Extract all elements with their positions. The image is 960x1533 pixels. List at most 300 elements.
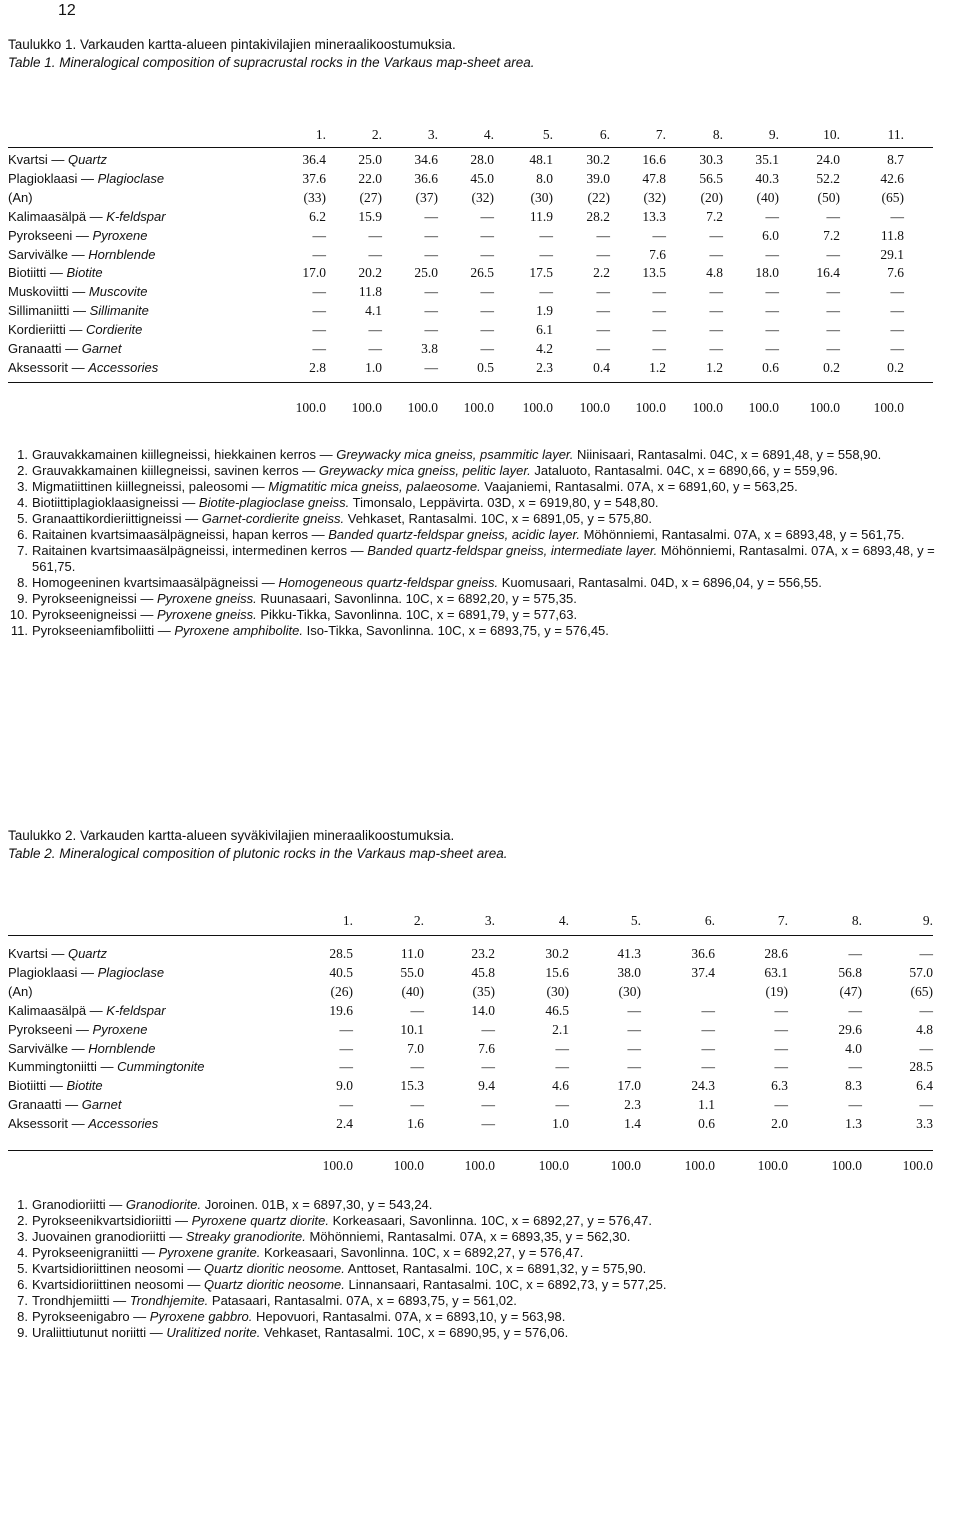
table1-cell: — <box>709 341 723 356</box>
note-text-fi: Raitainen kvartsimaasälpägneissi, hapan kerros — <box>32 527 329 542</box>
table2-cell: 1.0 <box>552 1116 569 1132</box>
table1-total-cell: 100.0 <box>873 400 904 415</box>
table1-row-label <box>8 208 166 225</box>
table2-cell: — <box>774 1059 788 1075</box>
table1-cell: 4.1 <box>365 303 382 319</box>
table1-cell: 45.0 <box>470 170 494 186</box>
note-text-fi: Pyrokseenigneissi — <box>32 607 157 622</box>
table1-cell: (22) <box>587 189 610 205</box>
table2-row-label <box>8 1021 147 1038</box>
table1-column-header: 6. <box>599 127 610 142</box>
table2-cell: 45.8 <box>471 964 495 980</box>
table2-cell: — <box>410 1097 424 1113</box>
table1-caption-en: Table 1. Mineralogical composition of supracrustal rocks in the Varkaus map-sheet area. <box>8 55 535 70</box>
table2-row-label <box>8 945 107 962</box>
table1-row <box>0 302 960 319</box>
table2-column-header: 4. <box>558 913 569 928</box>
row-label-fi: Kvartsi — <box>8 152 68 167</box>
table1-column-header: 10. <box>823 127 840 142</box>
note-text-location: Joroinen. 01B, x = 6897,30, y = 543,24. <box>201 1197 433 1212</box>
table1-cell: 1.2 <box>649 359 666 375</box>
table2-cell: 8.3 <box>845 1078 862 1094</box>
table2-cell: 1.6 <box>407 1116 424 1132</box>
table2-column-header: 8. <box>851 913 862 928</box>
table2-cell: 28.5 <box>909 1059 933 1075</box>
table2-total-cell: 100.0 <box>757 1158 788 1173</box>
note-text-location: Korkeasaari, Savonlinna. 10C, x = 6892,27, y = 576,47. <box>328 1213 652 1228</box>
table1-cell: (27) <box>359 189 382 205</box>
table1-cell: — <box>890 322 904 338</box>
table2-cell: 7.6 <box>478 1040 495 1056</box>
table2-note <box>8 1245 938 1261</box>
row-label-fi: Sarvivälke — <box>8 1040 89 1056</box>
note-text-en: Pyroxene gneiss. <box>157 591 257 606</box>
table1-cell: 0.2 <box>887 359 904 375</box>
table2-column-header: 2. <box>413 913 424 928</box>
table2-cell: — <box>627 1059 641 1075</box>
note-number: 4. <box>17 1245 28 1260</box>
note-text-location: Iso-Tikka, Savonlinna. 10C, x = 6893,75, y = 576,45. <box>302 623 609 638</box>
note-text-location: Niinisaari, Rantasalmi. 04C, x = 6891,48, y = 558,90. <box>573 447 882 462</box>
table2-cell: 57.0 <box>909 964 933 980</box>
table2-cell: 6.4 <box>916 1078 933 1094</box>
table2-cell: 15.6 <box>545 964 569 980</box>
table1-cell: — <box>826 208 840 224</box>
note-text-location: Möhönniemi, Rantasalmi. 07A, x = 6893,48, y = 561,75. <box>32 543 935 574</box>
row-label-en: Sillimanite <box>89 303 149 319</box>
table2-cell: 40.5 <box>329 964 353 980</box>
table2-cell: — <box>481 1059 495 1075</box>
table2-cell: (40) <box>401 983 424 999</box>
table1-note <box>8 447 938 463</box>
table2-caption-en: Table 2. Mineralogical composition of plutonic rocks in the Varkaus map-sheet area. <box>8 846 508 861</box>
row-label-fi: Kordieriitti — <box>8 322 87 338</box>
table2-cell: 37.4 <box>691 964 715 980</box>
table1-cell: 6.1 <box>536 322 553 338</box>
table2-cell: 4.6 <box>552 1078 569 1094</box>
table1-cell: — <box>826 303 840 319</box>
table2-notes <box>8 1197 938 1341</box>
table1-cell: — <box>539 246 553 262</box>
table2-note <box>8 1197 938 1213</box>
table2-row <box>0 1040 960 1057</box>
table1-cell: 30.3 <box>699 152 723 167</box>
table1-cell: — <box>312 341 326 356</box>
table1-cell: — <box>312 284 326 300</box>
table1-note <box>8 575 938 591</box>
table2-row <box>0 1096 960 1113</box>
table1-note <box>8 623 938 639</box>
table1-notes <box>8 447 938 639</box>
note-number: 6. <box>17 1277 28 1292</box>
table2-note <box>8 1261 938 1277</box>
table1-cell: — <box>765 341 779 356</box>
table2-cell: 28.6 <box>764 946 788 961</box>
table2-cell: 63.1 <box>764 964 788 980</box>
table2-caption-fi: Taulukko 2. Varkauden kartta-alueen syväkivilajien mineraalikoostumuksia. <box>8 828 455 843</box>
table1-total-cell: 100.0 <box>809 400 840 415</box>
note-text-location: Jataluoto, Rantasalmi. 04C, x = 6890,66, y = 559,96. <box>530 463 838 478</box>
table2-header-row <box>0 912 960 929</box>
note-text-location: Vaajaniemi, Rantasalmi. 07A, x = 6891,60, y = 563,25. <box>480 479 798 494</box>
row-label-fi: (An) <box>8 983 33 999</box>
note-text-fi: Homogeeninen kvartsimaasälpägneissi — <box>32 575 279 590</box>
note-text-en: Quartz dioritic neosome. <box>203 1261 345 1276</box>
note-number: 3. <box>17 479 28 494</box>
table1-cell: — <box>424 227 438 243</box>
table1-row-label <box>8 321 142 338</box>
row-label-en: Garnet <box>81 341 122 356</box>
table1-cell: 8.0 <box>536 170 553 186</box>
note-text-en: Banded quartz-feldspar gneiss, acidic layer. <box>328 527 580 542</box>
table2-cell: 23.2 <box>471 946 495 961</box>
note-text-location: Timonsalo, Leppävirta. 03D, x = 6919,80, y = 548,80. <box>349 495 659 510</box>
table1-cell: 6.2 <box>309 208 326 224</box>
note-text-fi: Pyrokseenigraniitti — <box>32 1245 159 1260</box>
table1-cell: 0.6 <box>762 359 779 375</box>
note-text-fi: Granodioriitti — <box>32 1197 126 1212</box>
table1-cell: (33) <box>303 189 326 205</box>
table2-column-header: 5. <box>630 913 641 928</box>
note-text-fi: Juovainen granodioriitti — <box>32 1229 186 1244</box>
table2-cell: 3.3 <box>916 1116 933 1132</box>
table2-row-label <box>8 1040 155 1057</box>
row-label-en: Accessories <box>88 1116 159 1132</box>
table1-cell: — <box>652 303 666 319</box>
table1-total-cell: 100.0 <box>407 400 438 415</box>
table1-cell: 8.7 <box>887 152 904 167</box>
table1-cell: 16.6 <box>642 152 666 167</box>
table1-note <box>8 591 938 607</box>
table1-caption-fi: Taulukko 1. Varkauden kartta-alueen pintakivilajien mineraalikoostumuksia. <box>8 37 456 52</box>
table1-row <box>0 151 960 168</box>
table1-cell: 24.0 <box>816 152 840 167</box>
table2-total-cell: 100.0 <box>831 1158 862 1173</box>
table2-row-label <box>8 1002 166 1019</box>
table1-cell: 7.2 <box>706 208 723 224</box>
table1-cell: 11.9 <box>529 208 553 224</box>
note-text-fi: Trondhjemiitti — <box>32 1293 130 1308</box>
table1-row <box>0 170 960 187</box>
table1-header-row <box>0 126 960 143</box>
note-number: 8. <box>17 1309 28 1324</box>
table2-cell: — <box>919 1040 933 1056</box>
table1-cell: — <box>709 303 723 319</box>
table1-cell: — <box>765 246 779 262</box>
table1-cell: 2.2 <box>593 265 610 281</box>
table1-row <box>0 246 960 263</box>
note-text-en: Streaky granodiorite. <box>185 1229 306 1244</box>
table1-cell: (37) <box>415 189 438 205</box>
row-label-en: Hornblende <box>88 1040 156 1056</box>
table1-cell: 4.2 <box>536 341 553 356</box>
table2-total-cell: 100.0 <box>393 1158 424 1173</box>
table2-top-rule <box>8 935 933 936</box>
table1-cell: 7.6 <box>649 246 666 262</box>
table1-column-header: 5. <box>542 127 553 142</box>
table1-bottom-rule <box>8 382 933 383</box>
table1-column-header: 2. <box>371 127 382 142</box>
table2-cell: 29.6 <box>838 1021 862 1037</box>
note-text-location: Möhönniemi, Rantasalmi. 07A, x = 6893,35, y = 562,30. <box>305 1229 631 1244</box>
table1-cell: 40.3 <box>755 170 779 186</box>
note-text-en: Garnet-cordierite gneiss. <box>201 511 345 526</box>
table2-cell: — <box>919 1097 933 1113</box>
table2-cell: 46.5 <box>545 1002 569 1018</box>
table2-cell: — <box>848 946 862 961</box>
table1-cell: — <box>368 246 382 262</box>
table1-cell: 16.4 <box>816 265 840 281</box>
table1-cell: (40) <box>756 189 779 205</box>
table1-total-cell: 100.0 <box>748 400 779 415</box>
table2-column-header: 7. <box>777 913 788 928</box>
table1-cell: — <box>424 303 438 319</box>
note-text-location: Linnansaari, Rantasalmi. 10C, x = 6892,73, y = 577,25. <box>344 1277 667 1292</box>
table2-cell: 2.3 <box>624 1097 641 1113</box>
table1-cell: — <box>826 341 840 356</box>
table2-total-cell: 100.0 <box>902 1158 933 1173</box>
row-label-fi: Pyrokseeni — <box>8 1021 93 1037</box>
table1-cell: (65) <box>881 189 904 205</box>
table1-cell: 36.4 <box>302 152 326 167</box>
row-label-en: K-feldspar <box>106 1002 166 1018</box>
table1-cell: 17.0 <box>302 265 326 281</box>
table2-cell: 14.0 <box>471 1002 495 1018</box>
note-text-location: Hepovuori, Rantasalmi. 07A, x = 6893,10, y = 563,98. <box>252 1309 566 1324</box>
table1-cell: — <box>765 284 779 300</box>
note-text-en: Homogeneous quartz-feldspar gneiss. <box>278 575 499 590</box>
table2-note <box>8 1325 938 1341</box>
table1-cell: 1.9 <box>536 303 553 319</box>
table1-cell: 37.6 <box>302 170 326 186</box>
table1-cell: 36.6 <box>414 170 438 186</box>
table1-note <box>8 527 938 543</box>
note-text-en: Pyroxene gneiss. <box>157 607 257 622</box>
row-label-fi: Aksessorit — <box>8 359 89 375</box>
table2-row-label <box>8 1058 205 1075</box>
table2-cell: 9.4 <box>478 1078 495 1094</box>
table1-cell: — <box>480 227 494 243</box>
note-number: 1. <box>17 447 28 462</box>
table1-cell: — <box>765 208 779 224</box>
table2-cell: 2.4 <box>336 1116 353 1132</box>
table1-row <box>0 321 960 338</box>
table2-cell: 36.6 <box>691 946 715 961</box>
table1-total-cell: 100.0 <box>295 400 326 415</box>
row-label-fi: Plagioklaasi — <box>8 964 98 980</box>
table1-total-cell: 100.0 <box>579 400 610 415</box>
table1-cell: — <box>539 227 553 243</box>
note-text-fi: Pyrokseenigneissi — <box>32 591 157 606</box>
row-label-en: Muscovite <box>88 284 148 300</box>
row-label-en: Quartz <box>67 152 107 167</box>
table1-cell: — <box>368 322 382 338</box>
table1-cell: 13.5 <box>642 265 666 281</box>
table1-total-cell: 100.0 <box>463 400 494 415</box>
table1-row-label <box>8 227 147 244</box>
row-label-en: K-feldspar <box>106 208 166 224</box>
note-number: 7. <box>17 1293 28 1308</box>
table2-row <box>0 983 960 1000</box>
table1-cell: 52.2 <box>816 170 840 186</box>
row-label-en: Cummingtonite <box>117 1059 205 1075</box>
note-number: 8. <box>17 575 28 590</box>
table2-cell: — <box>774 1002 788 1018</box>
table2-cell: 11.0 <box>400 946 424 961</box>
table1-row <box>0 227 960 244</box>
table1-row-label <box>8 246 155 263</box>
note-text-en: Pyroxene quartz diorite. <box>191 1213 329 1228</box>
table1-cell: — <box>424 359 438 375</box>
note-text-fi: Pyrokseeniamfiboliitti — <box>32 623 175 638</box>
table2-row <box>0 1115 960 1132</box>
row-label-en: Cordierite <box>86 322 143 338</box>
table1-cell: — <box>709 227 723 243</box>
table1-note <box>8 543 938 575</box>
note-number: 5. <box>17 511 28 526</box>
table1-cell: — <box>480 208 494 224</box>
table2-cell: — <box>339 1021 353 1037</box>
row-label-fi: Muskoviitti — <box>8 284 89 300</box>
note-number: 5. <box>17 1261 28 1276</box>
table1-cell: — <box>424 208 438 224</box>
table1-column-header: 3. <box>427 127 438 142</box>
table2-cell: 1.3 <box>845 1116 862 1132</box>
note-text-location: Vehkaset, Rantasalmi. 10C, x = 6890,95, y = 576,06. <box>260 1325 569 1340</box>
table2-note <box>8 1277 938 1293</box>
table2-cell: 4.8 <box>916 1021 933 1037</box>
note-text-fi: Kvartsidioriittinen neosomi — <box>32 1261 204 1276</box>
table1-cell: 20.2 <box>358 265 382 281</box>
note-text-location: Pikku-Tikka, Savonlinna. 10C, x = 6891,79, y = 577,63. <box>256 607 578 622</box>
table1-cell: 15.9 <box>358 208 382 224</box>
table2-cell: 7.0 <box>407 1040 424 1056</box>
note-number: 2. <box>17 1213 28 1228</box>
note-text-en: Pyroxene granite. <box>158 1245 261 1260</box>
table1-cell: 22.0 <box>358 170 382 186</box>
table1-cell: — <box>765 322 779 338</box>
table1-cell: 39.0 <box>586 170 610 186</box>
row-label-en: Accessories <box>88 359 159 375</box>
table2-totals-row <box>0 1157 960 1174</box>
table1-cell: — <box>890 284 904 300</box>
table2-cell: 0.6 <box>698 1116 715 1132</box>
table2-cell: 1.4 <box>624 1116 641 1132</box>
table1-cell: 35.1 <box>755 152 779 167</box>
note-text-en: Migmatitic mica gneiss, palaeosome. <box>268 479 481 494</box>
table1-cell: 18.0 <box>755 265 779 281</box>
note-text-location: Patasaari, Rantasalmi. 07A, x = 6893,75, y = 561,02. <box>208 1293 517 1308</box>
note-number: 10. <box>9 607 28 622</box>
table1-cell: — <box>368 227 382 243</box>
table2-row-label <box>8 1096 121 1113</box>
table2-cell: — <box>627 1002 641 1018</box>
table1-row-label <box>8 283 147 300</box>
table2-cell: 10.1 <box>400 1021 424 1037</box>
table1-cell: — <box>312 227 326 243</box>
table1-cell: 28.2 <box>586 208 610 224</box>
table1-note <box>8 463 938 479</box>
table1-cell: — <box>890 208 904 224</box>
table1-cell: 48.1 <box>529 152 553 167</box>
table1-cell: — <box>539 284 553 300</box>
table1-cell: — <box>480 322 494 338</box>
note-text-fi: Grauvakkamainen kiillegneissi, hiekkainen kerros — <box>32 447 337 462</box>
table2-cell: — <box>701 1059 715 1075</box>
row-label-fi: (An) <box>8 189 33 205</box>
row-label-fi: Pyrokseeni — <box>8 227 93 243</box>
table2-cell: — <box>339 1097 353 1113</box>
row-label-fi: Aksessorit — <box>8 1116 89 1132</box>
table1-cell: 56.5 <box>699 170 723 186</box>
table1-note <box>8 607 938 623</box>
table2-cell: (19) <box>765 983 788 999</box>
table1-row-label <box>8 302 149 319</box>
table1-cell: 4.8 <box>706 265 723 281</box>
table1-cell: — <box>890 303 904 319</box>
note-text-fi: Kvartsidioriittinen neosomi — <box>32 1277 204 1292</box>
note-text-en: Greywacky mica gneiss, psammitic layer. <box>336 447 574 462</box>
table2-cell: — <box>701 1040 715 1056</box>
table1-cell: 30.2 <box>586 152 610 167</box>
table1-cell: — <box>596 303 610 319</box>
table1-cell: 11.8 <box>358 284 382 300</box>
table1-row <box>0 264 960 281</box>
note-text-fi: Granaattikordieriittigneissi — <box>32 511 202 526</box>
table1-cell: — <box>826 322 840 338</box>
table1-cell: 7.6 <box>887 265 904 281</box>
table2-cell: 30.2 <box>545 946 569 961</box>
table1-cell: 42.6 <box>880 170 904 186</box>
table1-row <box>0 283 960 300</box>
table2-cell: 55.0 <box>400 964 424 980</box>
table2-cell: — <box>339 1059 353 1075</box>
table1-cell: — <box>596 227 610 243</box>
table2-cell: — <box>701 1002 715 1018</box>
row-label-fi: Granaatti — <box>8 341 82 356</box>
table1-cell: 7.2 <box>823 227 840 243</box>
table2-cell: — <box>774 1040 788 1056</box>
table1-cell: (32) <box>471 189 494 205</box>
table1-cell: 26.5 <box>470 265 494 281</box>
table1-column-header: 9. <box>768 127 779 142</box>
table2-cell: 2.1 <box>552 1021 569 1037</box>
table1-cell: 17.5 <box>529 265 553 281</box>
table2-cell: 17.0 <box>617 1078 641 1094</box>
note-text-fi: Pyrokseenikvartsidioriitti — <box>32 1213 192 1228</box>
table2-note <box>8 1293 938 1309</box>
table1-row-label <box>8 359 158 376</box>
table2-cell: — <box>848 1059 862 1075</box>
table1-row <box>0 208 960 225</box>
table1-total-cell: 100.0 <box>351 400 382 415</box>
table2-column-header: 1. <box>342 913 353 928</box>
note-text-en: Banded quartz-feldspar gneiss, intermediate layer. <box>367 543 658 558</box>
table1-cell: 29.1 <box>880 246 904 262</box>
note-text-location: Vehkaset, Rantasalmi. 10C, x = 6891,05, y = 575,80. <box>344 511 653 526</box>
table1-column-header: 8. <box>712 127 723 142</box>
table2-row <box>0 1058 960 1075</box>
table1-cell: 25.0 <box>414 265 438 281</box>
table2-row <box>0 945 960 962</box>
table2-cell: — <box>919 1002 933 1018</box>
table1-column-header: 4. <box>483 127 494 142</box>
table2-note <box>8 1229 938 1245</box>
table2-cell: — <box>627 1021 641 1037</box>
table2-cell: — <box>555 1097 569 1113</box>
row-label-fi: Biotiitti — <box>8 265 67 281</box>
table1-column-header: 1. <box>315 127 326 142</box>
